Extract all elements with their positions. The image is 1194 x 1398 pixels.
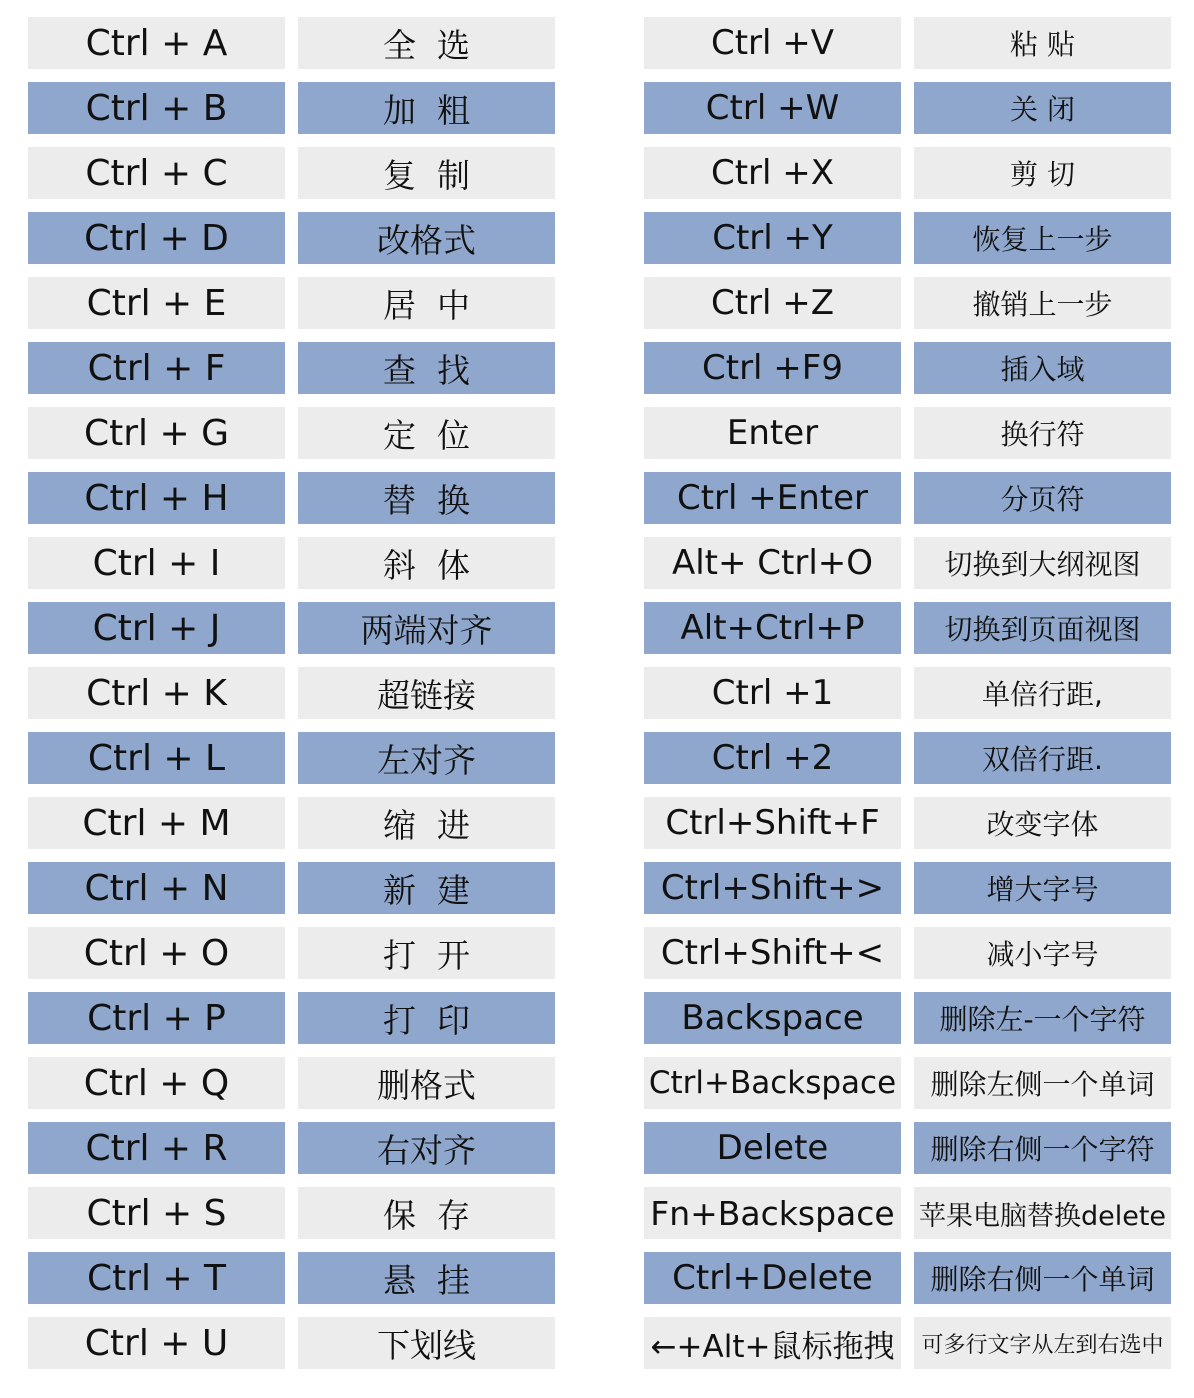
shortcut-desc-cell — [914, 797, 1171, 849]
shortcut-desc-cell — [914, 1252, 1171, 1304]
shortcut-key-cell — [28, 1317, 285, 1369]
shortcut-description: 切换到页面视图 — [944, 613, 1141, 646]
shortcut-desc-cell — [914, 212, 1171, 264]
shortcut-key-cell — [28, 537, 285, 589]
shortcut-key: ←+Alt+鼠标拖拽 — [650, 1328, 895, 1365]
table-row — [28, 537, 1171, 589]
shortcut-description: 下划线 — [377, 1325, 476, 1365]
table-row — [28, 732, 1171, 784]
shortcut-key-cell — [28, 82, 285, 134]
shortcut-key-cell — [644, 537, 901, 589]
shortcut-description: 超链接 — [377, 675, 476, 715]
shortcut-key-cell — [28, 212, 285, 264]
shortcut-key: Alt+ Ctrl+O — [671, 543, 874, 583]
shortcut-desc-cell — [914, 342, 1171, 394]
shortcut-key: Ctrl + F — [87, 347, 226, 389]
shortcut-key-cell — [28, 992, 285, 1044]
shortcut-description: 删除左侧一个单词 — [930, 1068, 1155, 1101]
shortcut-desc-cell — [298, 732, 555, 784]
shortcut-key: Ctrl + O — [83, 932, 230, 974]
shortcut-description: 删除右侧一个单词 — [930, 1263, 1155, 1296]
shortcut-key: Ctrl + N — [84, 867, 229, 909]
shortcut-description: 新 建 — [383, 870, 470, 910]
shortcut-desc-cell — [298, 862, 555, 914]
shortcut-key-cell — [644, 862, 901, 914]
shortcut-description: 打 印 — [383, 1000, 470, 1040]
shortcut-description: 插入域 — [1000, 353, 1085, 386]
shortcut-key-cell — [28, 862, 285, 914]
shortcut-key: Ctrl + T — [86, 1257, 227, 1299]
shortcut-key-cell — [644, 667, 901, 719]
shortcut-key: Ctrl + H — [84, 477, 229, 519]
shortcut-key: Alt+Ctrl+P — [680, 608, 865, 648]
shortcut-key-cell — [644, 927, 901, 979]
shortcut-desc-cell — [914, 537, 1171, 589]
shortcut-desc-cell — [298, 537, 555, 589]
shortcut-key-cell — [644, 212, 901, 264]
table-row — [28, 602, 1171, 654]
shortcut-description: 改变字体 — [986, 808, 1099, 841]
shortcut-key: Ctrl + I — [92, 542, 221, 584]
shortcut-description: 撤销上一步 — [972, 288, 1113, 321]
shortcut-key: Ctrl + E — [86, 282, 227, 324]
table-row — [28, 1187, 1171, 1239]
shortcut-table — [28, 17, 1171, 1375]
shortcut-key-cell — [28, 797, 285, 849]
shortcut-key-cell — [28, 17, 285, 69]
shortcut-key-cell — [644, 732, 901, 784]
shortcut-key-cell — [28, 667, 285, 719]
shortcut-description: 删格式 — [377, 1065, 476, 1105]
shortcut-key: Ctrl + K — [86, 672, 227, 714]
shortcut-key-cell — [28, 602, 285, 654]
shortcut-key: Ctrl+Shift+< — [660, 933, 885, 973]
shortcut-description: 粘 贴 — [1010, 28, 1075, 61]
shortcut-desc-cell — [914, 1187, 1171, 1239]
shortcut-description: 苹果电脑替换delete — [918, 1200, 1167, 1232]
shortcut-desc-cell — [298, 212, 555, 264]
shortcut-description: 单倍行距, — [982, 678, 1103, 711]
shortcut-description: 改格式 — [377, 220, 476, 260]
shortcut-key-cell — [644, 342, 901, 394]
shortcut-desc-cell — [298, 472, 555, 524]
table-row — [28, 82, 1171, 134]
shortcut-key-cell — [644, 82, 901, 134]
shortcut-description: 双倍行距. — [982, 743, 1103, 776]
shortcut-desc-cell — [298, 1057, 555, 1109]
shortcut-desc-cell — [298, 82, 555, 134]
shortcut-key: Delete — [716, 1128, 829, 1168]
shortcut-key: Ctrl +Enter — [676, 478, 869, 518]
shortcut-key: Ctrl+Shift+> — [660, 868, 885, 908]
shortcut-key-cell — [28, 407, 285, 459]
shortcut-desc-cell — [298, 147, 555, 199]
table-row — [28, 1317, 1171, 1369]
shortcut-key: Ctrl +V — [710, 23, 835, 63]
shortcut-description: 居 中 — [383, 285, 470, 325]
shortcut-key: Ctrl + B — [85, 87, 228, 129]
shortcut-key: Ctrl + C — [85, 152, 228, 194]
shortcut-desc-cell — [298, 797, 555, 849]
shortcut-key-cell — [28, 342, 285, 394]
shortcut-key: Ctrl +X — [710, 153, 835, 193]
shortcut-key-cell — [644, 277, 901, 329]
table-row — [28, 862, 1171, 914]
shortcut-desc-cell — [298, 342, 555, 394]
shortcut-key-cell — [644, 1252, 901, 1304]
shortcut-description: 缩 进 — [383, 805, 470, 845]
shortcut-key: Ctrl + M — [82, 802, 231, 844]
shortcut-key: Ctrl +W — [705, 88, 840, 128]
shortcut-key-cell — [644, 1057, 901, 1109]
shortcut-key: Ctrl +2 — [711, 738, 834, 778]
shortcut-key-cell — [644, 407, 901, 459]
shortcut-key: Ctrl+Shift+F — [665, 803, 880, 843]
shortcut-desc-cell — [914, 1122, 1171, 1174]
shortcut-key: Ctrl+Delete — [672, 1258, 873, 1298]
shortcut-description: 加 粗 — [383, 90, 470, 130]
shortcut-key-cell — [28, 927, 285, 979]
shortcut-description: 替 换 — [383, 480, 470, 520]
shortcut-desc-cell — [914, 1317, 1171, 1369]
shortcut-description: 减小字号 — [986, 938, 1099, 971]
shortcut-key: Ctrl + A — [85, 22, 228, 64]
shortcut-key: Fn+Backspace — [650, 1193, 895, 1233]
shortcut-key: Ctrl +1 — [711, 673, 834, 713]
shortcut-key: Ctrl+Backspace — [648, 1065, 897, 1101]
shortcut-key-cell — [28, 732, 285, 784]
table-row — [28, 667, 1171, 719]
shortcut-key-cell — [644, 602, 901, 654]
shortcut-key-cell — [644, 147, 901, 199]
shortcut-description: 查 找 — [383, 350, 470, 390]
shortcut-key: Ctrl + L — [87, 737, 226, 779]
shortcut-key: Ctrl +F9 — [702, 348, 843, 388]
shortcut-description: 定 位 — [383, 415, 470, 455]
shortcut-key: Ctrl + P — [87, 997, 226, 1039]
shortcut-description: 可多行文字从左到右选中 — [921, 1332, 1164, 1358]
shortcut-key-cell — [644, 17, 901, 69]
shortcut-description: 增大字号 — [986, 873, 1099, 906]
shortcut-desc-cell — [914, 147, 1171, 199]
shortcut-key: Ctrl + R — [85, 1127, 228, 1169]
shortcut-key-cell — [28, 472, 285, 524]
shortcut-desc-cell — [298, 407, 555, 459]
table-row — [28, 277, 1171, 329]
shortcut-key-cell — [28, 1122, 285, 1174]
shortcut-desc-cell — [298, 17, 555, 69]
shortcut-description: 换行符 — [1000, 418, 1085, 451]
shortcut-key-cell — [28, 1057, 285, 1109]
table-row — [28, 342, 1171, 394]
shortcut-key: Ctrl +Y — [712, 218, 833, 258]
table-row — [28, 1252, 1171, 1304]
shortcut-desc-cell — [914, 82, 1171, 134]
shortcut-key-cell — [28, 147, 285, 199]
shortcut-key-cell — [644, 797, 901, 849]
shortcut-desc-cell — [914, 992, 1171, 1044]
shortcut-key-cell — [28, 1187, 285, 1239]
shortcut-desc-cell — [298, 667, 555, 719]
shortcut-desc-cell — [914, 927, 1171, 979]
table-row — [28, 992, 1171, 1044]
shortcut-desc-cell — [914, 732, 1171, 784]
shortcut-key: Ctrl + G — [83, 412, 229, 454]
table-row — [28, 472, 1171, 524]
shortcut-desc-cell — [914, 472, 1171, 524]
shortcut-desc-cell — [298, 1317, 555, 1369]
shortcut-desc-cell — [914, 17, 1171, 69]
shortcut-key-cell — [644, 472, 901, 524]
shortcut-description: 切换到大纲视图 — [944, 548, 1141, 581]
shortcut-description: 两端对齐 — [360, 610, 493, 650]
shortcut-desc-cell — [914, 1057, 1171, 1109]
shortcut-desc-cell — [298, 1122, 555, 1174]
shortcut-desc-cell — [914, 862, 1171, 914]
table-row — [28, 1122, 1171, 1174]
shortcut-key: Ctrl +Z — [710, 283, 835, 323]
shortcut-desc-cell — [298, 1252, 555, 1304]
shortcut-desc-cell — [298, 992, 555, 1044]
table-row — [28, 407, 1171, 459]
table-row — [28, 1057, 1171, 1109]
shortcut-description: 恢复上一步 — [972, 223, 1113, 256]
shortcut-description: 保 存 — [383, 1195, 470, 1235]
shortcut-description: 关 闭 — [1010, 93, 1075, 126]
shortcut-key: Enter — [726, 413, 819, 453]
shortcut-desc-cell — [298, 927, 555, 979]
table-row — [28, 147, 1171, 199]
shortcut-description: 悬 挂 — [383, 1260, 470, 1300]
shortcut-key: Ctrl + S — [86, 1192, 227, 1234]
shortcut-key: Ctrl + Q — [83, 1062, 230, 1104]
shortcut-desc-cell — [298, 1187, 555, 1239]
shortcut-key: Ctrl + U — [84, 1322, 229, 1364]
shortcut-description: 左对齐 — [377, 740, 476, 780]
table-row — [28, 927, 1171, 979]
shortcut-desc-cell — [298, 602, 555, 654]
shortcut-key: Backspace — [681, 998, 864, 1038]
shortcut-desc-cell — [914, 407, 1171, 459]
shortcut-key-cell — [28, 1252, 285, 1304]
table-row — [28, 212, 1171, 264]
shortcut-key-cell — [644, 1317, 901, 1369]
shortcut-description: 删除左-一个字符 — [939, 1003, 1146, 1036]
shortcut-description: 分页符 — [1000, 483, 1085, 516]
shortcut-description: 右对齐 — [377, 1130, 476, 1170]
shortcut-key: Ctrl + D — [84, 217, 229, 259]
shortcut-description: 删除右侧一个字符 — [930, 1133, 1155, 1166]
shortcut-description: 剪 切 — [1010, 158, 1075, 191]
shortcut-key-cell — [28, 277, 285, 329]
shortcut-key: Ctrl + J — [92, 607, 221, 649]
shortcut-desc-cell — [914, 602, 1171, 654]
shortcut-description: 打 开 — [383, 935, 470, 975]
shortcut-desc-cell — [914, 667, 1171, 719]
shortcut-key-cell — [644, 992, 901, 1044]
table-row — [28, 797, 1171, 849]
shortcut-key-cell — [644, 1187, 901, 1239]
table-row — [28, 17, 1171, 69]
shortcut-key-cell — [644, 1122, 901, 1174]
shortcut-desc-cell — [914, 277, 1171, 329]
shortcut-description: 全 选 — [383, 25, 470, 65]
shortcut-desc-cell — [298, 277, 555, 329]
shortcut-description: 复 制 — [383, 155, 470, 195]
shortcut-description: 斜 体 — [383, 545, 470, 585]
